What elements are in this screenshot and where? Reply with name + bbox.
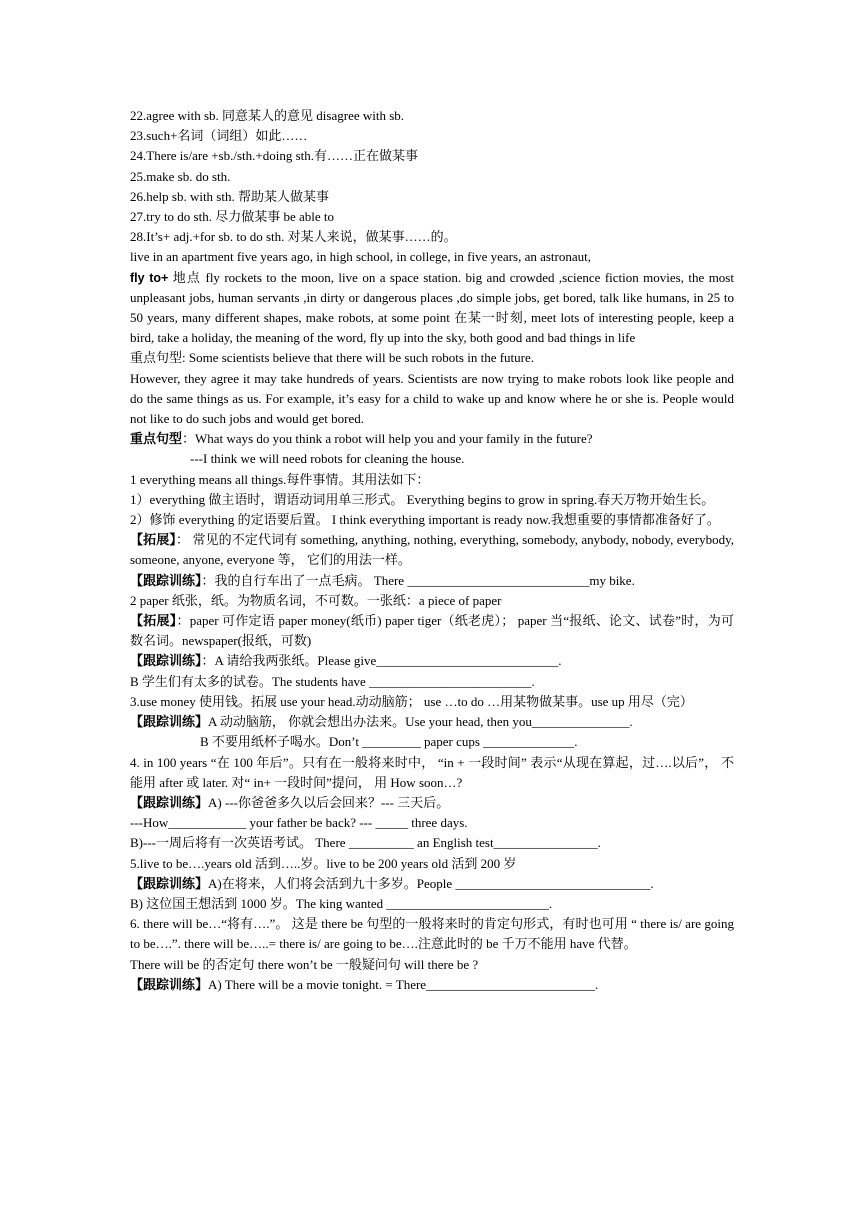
- exercise-label: 【跟踪训练】: [130, 794, 209, 810]
- section-5-exercise: 【跟踪训练】A)在将来，人们将会活到九十多岁。People ______________________________.: [130, 875, 654, 891]
- key-sentence-label: 重点句型: [130, 431, 183, 447]
- section-3-title: 3.use money 使用钱。拓展 use your head.动动脑筋； use …to do …用某物做某事。use up 用尽（完）: [130, 693, 693, 709]
- section-1-title: 1 everything means all things.每件事情。其用法如下：: [130, 471, 430, 487]
- key-sentence-2: [130, 429, 734, 449]
- section-2-exercise: 【跟踪训练】：A 请给我两张纸。Please give____________________________.: [130, 653, 562, 669]
- section-5-exercise-b: B) 这位国王想活到 1000 岁。The king wanted _________________________.: [130, 895, 553, 911]
- section-3-exercise-b: B 不要用纸杯子喝水。Don’t _________ paper cups ______________.: [200, 734, 578, 750]
- section-1-point-2: 2）修饰 everything 的定语要后置。 I think everything important is ready now.我想重要的事情都准备好了。: [130, 512, 720, 528]
- phrase-list-text: 地点 fly rockets to the moon, live on a space station. big and crowded ,science fiction movies, the most unpleasant jobs, human servants ,in dirty or dangerous places ,do simple jobs, get bored, talk like humans, in 25 to 50 years, many different shapes, make robots, at some point 在某一时刻, meet lots of interesting people, keep a bird, take a holiday, the meaning of the word, fly up into the sky, both good and bad things in life: [130, 269, 734, 346]
- extension-label: 【拓展】: [130, 613, 177, 629]
- phrase-list-paragraph: [130, 268, 734, 349]
- phrase-27: 27.try to do sth. 尽力做某事 be able to: [130, 209, 335, 225]
- phrase-23: 23.such+名词（词组）如此……: [130, 128, 308, 144]
- exercise-label: 【跟踪训练】: [130, 714, 209, 730]
- section-6-negative-question: There will be 的否定句 there won’t be 一般疑问句 will there be ?: [130, 956, 479, 972]
- key-sentence-2-text: ：What ways do you think a robot will help you and your family in the future?: [182, 431, 593, 447]
- key-sentence-1: 重点句型: Some scientists believe that there will be such robots in the future.: [130, 350, 535, 366]
- phrase-28: 28.It’s+ adj.+for sb. to do sth. 对某人来说，做某事……的。: [130, 229, 457, 245]
- section-2-title: 2 paper 纸张，纸。为物质名词，不可数。一张纸：a piece of paper: [130, 592, 502, 608]
- document-page: [130, 106, 734, 995]
- exercise-label: 【跟踪训练】: [130, 875, 209, 891]
- section-2-extension: 【拓展】：paper 可作定语 paper money(纸币) paper tiger（纸老虎）； paper 当“报纸、论文、试卷”时，为可数名词。newspaper(报纸，可数): [130, 613, 734, 649]
- exercise-label: 【跟踪训练】: [130, 976, 209, 992]
- extension-label: 【拓展】: [130, 532, 176, 548]
- exercise-label: 【跟踪训练】: [130, 572, 202, 588]
- section-1-exercise: 【跟踪训练】：我的自行车出了一点毛病。 There ____________________________my bike.: [130, 572, 635, 588]
- phrase-list-line: live in an apartment five years ago, in high school, in college, in five years, an astronaut,: [130, 249, 591, 265]
- fly-to-prefix: fly to+: [130, 270, 169, 285]
- section-4-question: ---How____________ your father be back? --- _____ three days.: [130, 815, 468, 831]
- section-5-title: 5.live to be….years old 活到…..岁。live to be 200 years old 活到 200 岁: [130, 855, 517, 871]
- section-6-title: 6. there will be…“将有….”。 这是 there be 句型的一般将来时的肯定句形式，有时也可用 “ there is/ are going to be….”. there will be…..= there is/ are going to be….注意此时的 be 千万不能用 have 代替。: [130, 916, 734, 952]
- section-1-extension: 【拓展】： 常见的不定代词有 something, anything, nothing, everything, somebody, anybody, nobody, everybody, someone, anyone, everyone 等， 它们的用法一样。: [130, 532, 734, 568]
- section-3-exercise: 【跟踪训练】A 动动脑筋， 你就会想出办法来。Use your head, then you_______________.: [130, 714, 633, 730]
- section-4-title: 4. in 100 years “在 100 年后”。只有在一般将来时中， “in + 一段时间” 表示“从现在算起，过….以后”， 不能用 after 或 later. 对“ in+ 一段时间”提问， 用 How soon…?: [130, 754, 734, 790]
- section-6-exercise: 【跟踪训练】A) There will be a movie tonight. = There__________________________.: [130, 976, 599, 992]
- phrase-25: 25.make sb. do sth.: [130, 168, 231, 184]
- section-4-exercise-b: B)---一周后将有一次英语考试。 There __________ an English test________________.: [130, 835, 601, 851]
- key-sentence-paragraph: However, they agree it may take hundreds of years. Scientists are now trying to make robots look like people and do the same things as us. For example, it’s easy for a child to wake up and know where he or she is. People would not like to do such jobs and would get bored.: [130, 370, 734, 427]
- key-sentence-answer: ---I think we will need robots for cleaning the house.: [190, 451, 465, 467]
- exercise-label: 【跟踪训练】: [130, 653, 202, 669]
- section-1-point-1: 1）everything 做主语时，谓语动词用单三形式。 Everything begins to grow in spring.春天万物开始生长。: [130, 491, 715, 507]
- section-4-exercise: 【跟踪训练】A) ---你爸爸多久以后会回来？--- 三天后。: [130, 794, 450, 810]
- phrase-24: 24.There is/are +sb./sth.+doing sth.有……正在做某事: [130, 148, 418, 164]
- phrase-22: 22.agree with sb. 同意某人的意见 disagree with sb.: [130, 108, 405, 123]
- section-2-exercise-b: B 学生们有太多的试卷。The students have _________________________.: [130, 673, 535, 689]
- phrase-26: 26.help sb. with sth. 帮助某人做某事: [130, 188, 329, 204]
